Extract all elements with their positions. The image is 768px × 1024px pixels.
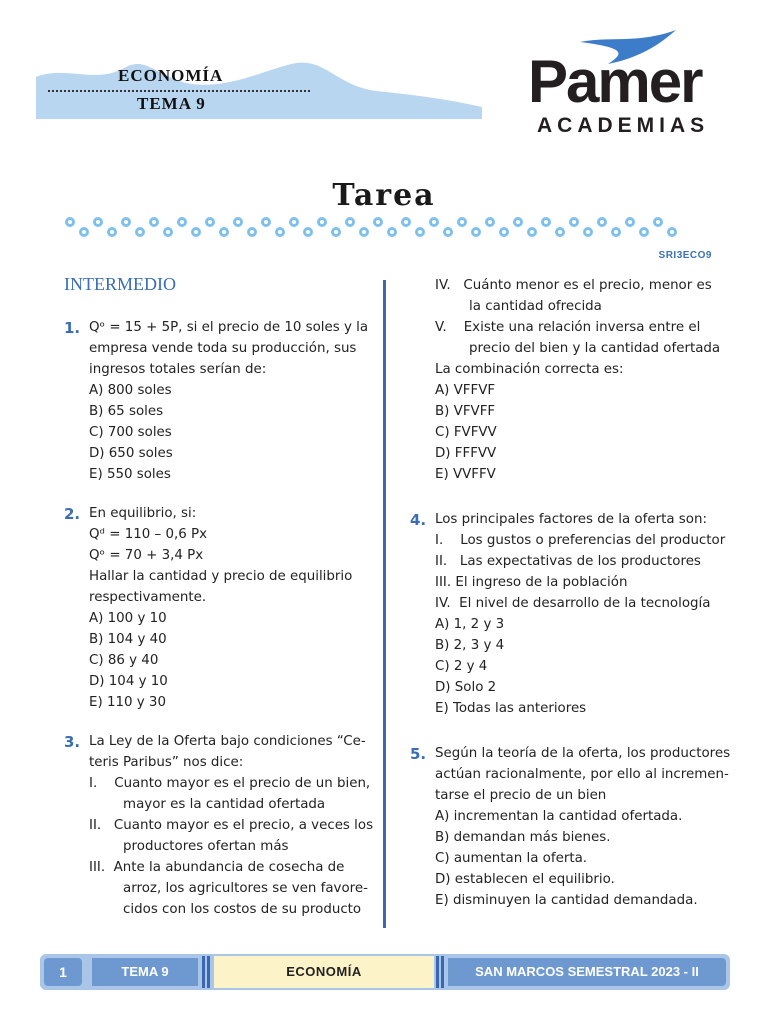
question-text: empresa vende toda su producción, sus bbox=[89, 341, 357, 356]
statement-item: III. Ante la abundancia de cosecha de bbox=[89, 860, 345, 875]
question-text: actúan racionalmente, por ello al incremen- bbox=[435, 767, 729, 782]
option-e: E) VVFFV bbox=[435, 467, 496, 482]
supply-equation: Qᵒ = 70 + 3,4 Px bbox=[89, 548, 204, 563]
header-subject: ECONOMÍA bbox=[118, 66, 224, 85]
statement-item: productores ofertan más bbox=[89, 839, 289, 854]
brand-logo: Pamer bbox=[528, 48, 702, 115]
header-tema: TEMA 9 bbox=[137, 94, 206, 113]
statement-item: cidos con los costos de su producto bbox=[89, 902, 362, 917]
footer-subject: ECONOMÍA bbox=[214, 956, 434, 988]
option-a: A) 100 y 10 bbox=[89, 611, 167, 626]
statement-item: precio del bien y la cantidad ofertada bbox=[435, 341, 721, 356]
statement-item: la cantidad ofrecida bbox=[435, 299, 602, 314]
option-e: E) Todas las anteriores bbox=[435, 701, 587, 716]
statement-item: mayor es la cantidad ofertada bbox=[89, 797, 326, 812]
document-code: SRI3ECO9 bbox=[658, 250, 712, 261]
option-e: E) 550 soles bbox=[89, 467, 171, 482]
question-number: 2. bbox=[64, 505, 81, 523]
question-text: Qᵒ = 15 + 5P, si el precio de 10 soles y la bbox=[89, 320, 369, 335]
question-number: 4. bbox=[410, 511, 427, 529]
option-d: D) FFFVV bbox=[435, 446, 497, 461]
statement-item: I. Los gustos o preferencias del productor bbox=[435, 533, 726, 548]
footer-divider-bars bbox=[202, 956, 212, 988]
question-number: 3. bbox=[64, 733, 81, 751]
option-c: C) 2 y 4 bbox=[435, 659, 488, 674]
option-d: D) 104 y 10 bbox=[89, 674, 168, 689]
option-b: B) VFVFF bbox=[435, 404, 496, 419]
column-divider bbox=[383, 280, 386, 928]
question-text: respectivamente. bbox=[89, 590, 207, 605]
flower-border-decoration bbox=[62, 212, 694, 242]
footer-page-number: 1 bbox=[44, 958, 82, 986]
option-e: E) 110 y 30 bbox=[89, 695, 166, 710]
question-text: tarse el precio de un bien bbox=[435, 788, 607, 803]
statement-item: arroz, los agricultores se ven favore- bbox=[89, 881, 368, 896]
option-a: A) VFFVF bbox=[435, 383, 496, 398]
demand-equation: Qᵈ = 110 – 0,6 Px bbox=[89, 527, 208, 542]
option-d: D) Solo 2 bbox=[435, 680, 497, 695]
statement-item: IV. Cuánto menor es el precio, menor es bbox=[435, 278, 712, 293]
header-divider bbox=[48, 90, 310, 92]
section-heading: INTERMEDIO bbox=[64, 274, 176, 294]
option-d: D) establecen el equilibrio. bbox=[435, 872, 615, 887]
statement-item: II. Cuanto mayor es el precio, a veces los bbox=[89, 818, 374, 833]
option-c: C) FVFVV bbox=[435, 425, 497, 440]
question-text: La Ley de la Oferta bajo condiciones “Ce- bbox=[89, 734, 366, 749]
option-b: B) demandan más bienes. bbox=[435, 830, 611, 845]
statement-item: II. Las expectativas de los productores bbox=[435, 554, 701, 569]
option-a: A) 800 soles bbox=[89, 383, 172, 398]
option-c: C) 86 y 40 bbox=[89, 653, 159, 668]
option-d: D) 650 soles bbox=[89, 446, 173, 461]
statement-item: IV. El nivel de desarrollo de la tecnología bbox=[435, 596, 711, 611]
footer-tema: TEMA 9 bbox=[92, 958, 198, 986]
option-a: A) 1, 2 y 3 bbox=[435, 617, 505, 632]
question-text: Según la teoría de la oferta, los productores bbox=[435, 746, 731, 761]
question-text: teris Paribus” nos dice: bbox=[89, 755, 244, 770]
question-text: En equilibrio, si: bbox=[89, 506, 197, 521]
statement-item: V. Existe una relación inversa entre el bbox=[435, 320, 701, 335]
statement-item: III. El ingreso de la población bbox=[435, 575, 628, 590]
option-a: A) incrementan la cantidad ofertada. bbox=[435, 809, 683, 824]
option-b: B) 104 y 40 bbox=[89, 632, 167, 647]
statement-item: I. Cuanto mayor es el precio de un bien, bbox=[89, 776, 371, 791]
page-title: Tarea bbox=[332, 178, 436, 213]
question-number: 1. bbox=[64, 319, 81, 337]
question-text: ingresos totales serían de: bbox=[89, 362, 267, 377]
question-text: Los principales factores de la oferta son: bbox=[435, 512, 707, 527]
option-b: B) 65 soles bbox=[89, 404, 164, 419]
option-c: C) 700 soles bbox=[89, 425, 172, 440]
option-b: B) 2, 3 y 4 bbox=[435, 638, 505, 653]
option-c: C) aumentan la oferta. bbox=[435, 851, 588, 866]
question-text: La combinación correcta es: bbox=[435, 362, 624, 377]
brand-subtitle: ACADEMIAS bbox=[537, 114, 710, 137]
question-number: 5. bbox=[410, 745, 427, 763]
option-e: E) disminuyen la cantidad demandada. bbox=[435, 893, 698, 908]
footer-divider-bars bbox=[436, 956, 446, 988]
footer-semester: SAN MARCOS SEMESTRAL 2023 - II bbox=[448, 958, 726, 986]
question-text: Hallar la cantidad y precio de equilibrio bbox=[89, 569, 353, 584]
